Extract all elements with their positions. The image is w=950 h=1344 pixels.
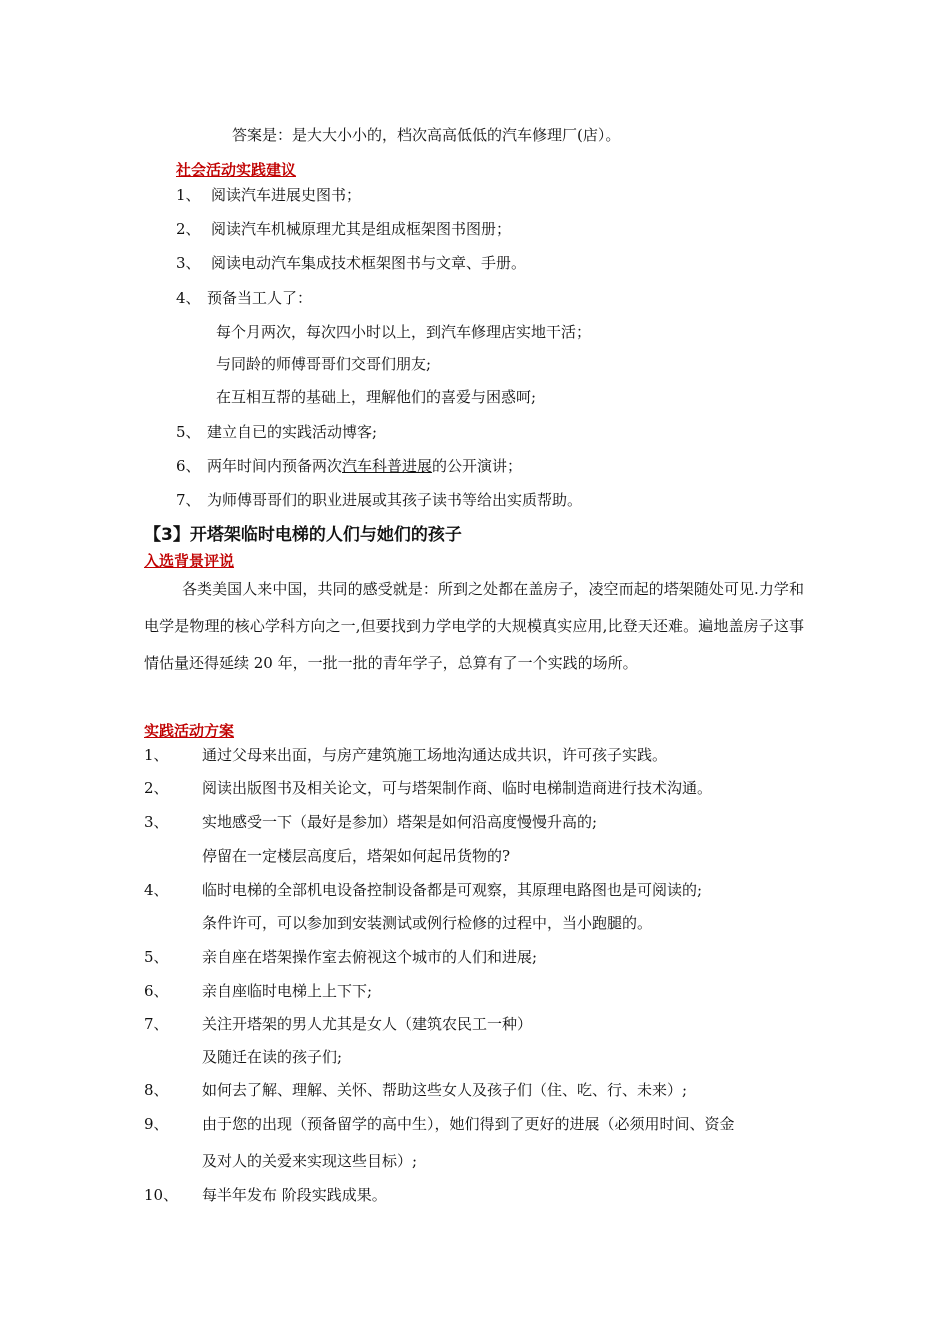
list-item: [207, 456, 522, 476]
section-title: 【3】开塔架临时电梯的人们与她们的孩子: [144, 525, 462, 545]
plan-item: 每半年发布 阶段实践成果。: [202, 1186, 387, 1204]
list-number: 7、: [176, 491, 201, 509]
underlined-term: 汽车科普进展: [342, 457, 433, 475]
plan-item: 由于您的出现（预备留学的高中生），她们得到了更好的进展（必须用时间、资金: [202, 1115, 735, 1133]
list-item: 阅读汽车进展史图书；: [211, 186, 362, 204]
list-item: 建立自已的实践活动博客;: [207, 423, 378, 441]
plan-item-continuation: 及对人的关爱来实现这些目标）;: [202, 1152, 418, 1170]
plan-item-continuation: 停留在一定楼层高度后，塔架如何起吊货物的?: [202, 847, 511, 865]
plan-item: 实地感受一下（最好是参加）塔架是如何沿高度慢慢升高的;: [202, 813, 598, 831]
list-number: 5、: [176, 423, 201, 441]
list-number: 5、: [144, 948, 169, 966]
list-number: 4、: [176, 289, 201, 307]
plan-item: 如何去了解、理解、关怀、帮助这些女人及孩子们（住、吃、行、未来）;: [202, 1081, 688, 1099]
list-number: 9、: [144, 1115, 169, 1133]
plan-item: 阅读出版图书及相关论文，可与塔架制作商、临时电梯制造商进行技术沟通。: [202, 779, 713, 797]
plan-item: 通过父母来出面，与房产建筑施工场地沟通达成共识，许可孩子实践。: [202, 746, 668, 764]
section-heading-plan: 实践活动方案: [144, 722, 235, 740]
section-heading-suggestions: 社会活动实践建议: [176, 161, 297, 179]
list-number: 2、: [176, 220, 201, 238]
sub-list-item: 在互相互帮的基础上，理解他们的喜爱与困惑呵;: [216, 388, 537, 406]
sub-list-item: 与同龄的师傅哥哥们交哥们朋友;: [216, 355, 432, 373]
list-number: 3、: [176, 254, 201, 272]
list-number: 1、: [176, 186, 201, 204]
plan-item: 亲自座在塔架操作室去俯视这个城市的人们和进展;: [202, 948, 538, 966]
list-number: 8、: [144, 1081, 169, 1099]
list-item: 阅读汽车机械原理尤其是组成框架图书图册；: [211, 220, 512, 238]
list-number: 10、: [144, 1186, 179, 1204]
list-item-text: 两年时间内预备两次: [207, 457, 343, 475]
section-heading-background: 入选背景评说: [144, 552, 235, 570]
plan-item-continuation: 条件许可，可以参加到安装测试或例行检修的过程中，当小跑腿的。: [202, 914, 653, 932]
answer-text: 答案是：是大大小小的，档次高高低低的汽车修理厂(店）。: [232, 126, 621, 144]
list-item: 预备当工人了：: [207, 289, 313, 307]
list-number: 7、: [144, 1015, 169, 1033]
list-item: 阅读电动汽车集成技术框架图书与文章、手册。: [211, 254, 527, 272]
plan-item: 亲自座临时电梯上上下下;: [202, 982, 373, 1000]
list-number: 4、: [144, 881, 169, 899]
plan-item-continuation: 及随迁在读的孩子们;: [202, 1048, 343, 1066]
list-item: 为师傅哥哥们的职业进展或其孩子读书等给出实质帮助。: [207, 491, 583, 509]
list-number: 6、: [144, 982, 169, 1000]
list-number: 6、: [176, 457, 201, 475]
list-number: 2、: [144, 779, 169, 797]
plan-item: 关注开塔架的男人尤其是女人（建筑农民工一种）: [202, 1015, 533, 1033]
list-item-text: 的公开演讲；: [432, 457, 523, 475]
sub-list-item: 每个月两次，每次四小时以上，到汽车修理店实地干活；: [216, 323, 592, 341]
list-number: 3、: [144, 813, 169, 831]
list-number: 1、: [144, 746, 169, 764]
plan-item: 临时电梯的全部机电设备控制设备都是可观察，其原理电路图也是可阅读的;: [202, 881, 703, 899]
background-paragraph: 各类美国人来中国，共同的感受就是：所到之处都在盖房子，凌空而起的塔架随处可见.力学和电学是物理的核心学科方向之一,但要找到力学电学的大规模真实应用,比登天还难。遍地盖房子这事情估量还得延续 20 年，一批一批的青年学子，总算有了一个实践的场所。: [144, 580, 804, 672]
